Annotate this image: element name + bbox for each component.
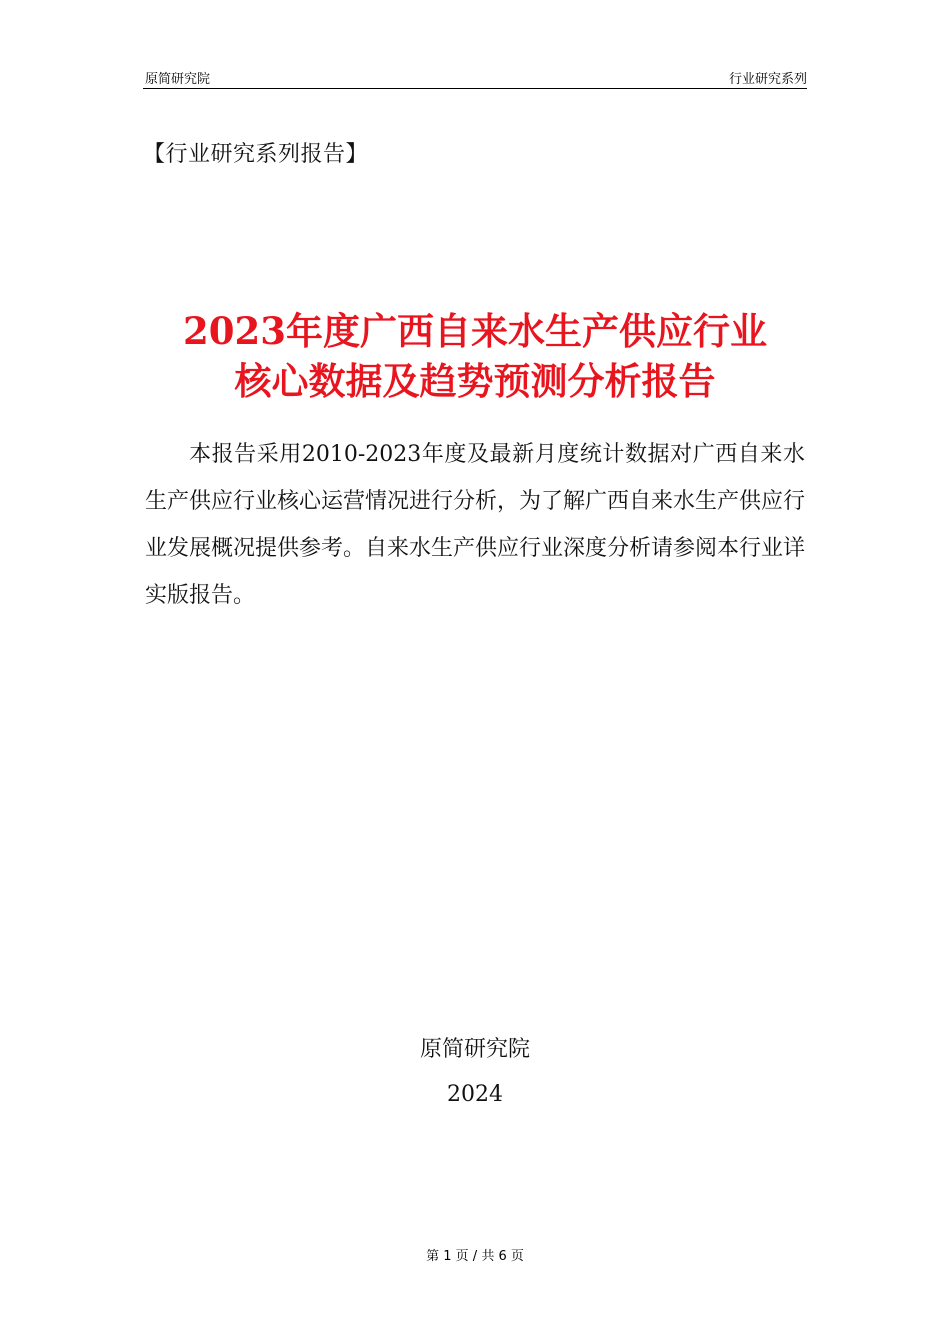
page-number: 第 1 页 / 共 6 页 (426, 1249, 524, 1264)
page-footer (0, 1245, 950, 1264)
report-title (100, 306, 850, 406)
page-header (143, 66, 807, 89)
header-publisher: 原简研究院 (145, 72, 211, 87)
report-title-line-2: 核心数据及趋势预测分析报告 (234, 359, 716, 403)
report-title-line-1: 2023年度广西自来水生产供应行业 (183, 309, 767, 353)
series-label: 【行业研究系列报告】 (143, 142, 369, 167)
publisher-name: 原简研究院 (419, 1037, 530, 1062)
publication-year: 2024 (447, 1082, 503, 1107)
intro-paragraph: 本报告采用2010-2023年度及最新月度统计数据对广西自来水生产供应行业核心运营情况进行分析，为了解广西自来水生产供应行业发展概况提供参考。自来水生产供应行业深度分析请参阅本行业详实版报告。 (145, 442, 806, 608)
header-series: 行业研究系列 (728, 72, 807, 87)
